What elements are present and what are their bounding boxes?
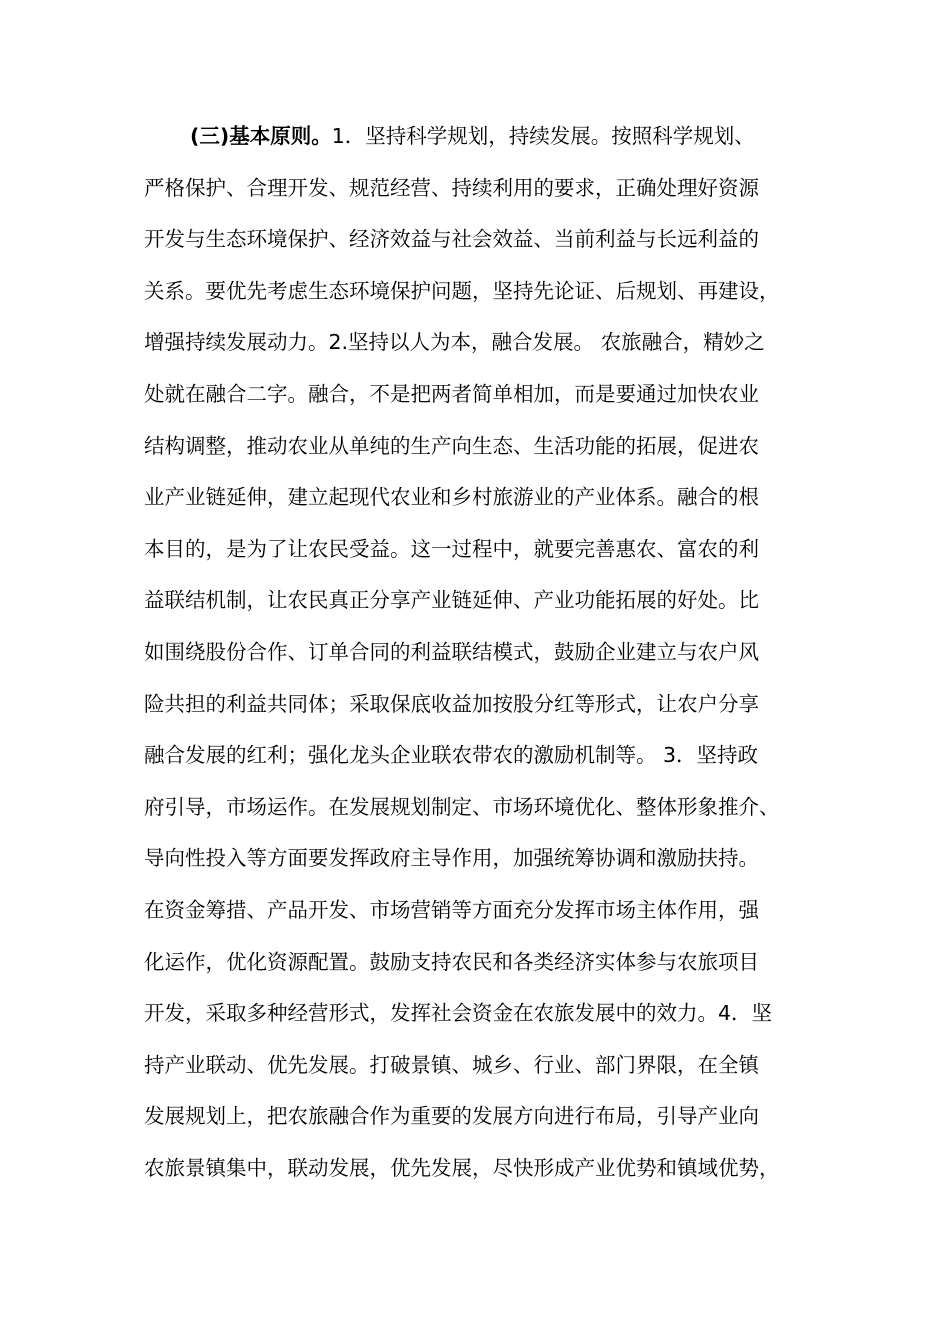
section-heading: (三)基本原则。 xyxy=(190,124,332,148)
text-line: 化运作，优化资源配置。鼓励支持农民和各类经济实体参与农旅项目 xyxy=(144,949,759,974)
text-line: 农旅景镇集中，联动发展，优先发展，尽快形成产业优势和镇域优势， xyxy=(144,1155,780,1180)
text-line: 严格保护、合理开发、规范经营、持续利用的要求，正确处理好资源 xyxy=(144,175,759,200)
text-line: 处就在融合二字。融合，不是把两者简单相加，而是要通过加快农业 xyxy=(144,381,759,406)
text-line: 开发与生态环境保护、经济效益与社会效益、当前利益与长远利益的 xyxy=(144,227,759,252)
text-line: 融合发展的红利；强化龙头企业联农带农的激励机制等。 3．坚持政 xyxy=(144,743,759,768)
text-line: 开发，采取多种经营形式，发挥社会资金在农旅发展中的效力。4．坚 xyxy=(144,1001,773,1026)
text-line: 险共担的利益共同体；采取保底收益加按股分红等形式，让农户分享 xyxy=(144,691,759,716)
text-line: 关系。要优先考虑生态环境保护问题，坚持先论证、后规划、再建设， xyxy=(144,278,780,303)
text-line: 益联结机制，让农民真正分享产业链延伸、产业功能拓展的好处。比 xyxy=(144,588,759,613)
text-line: 发展规划上，把农旅融合作为重要的发展方向进行布局，引导产业向 xyxy=(144,1104,759,1129)
text-line: 持产业联动、优先发展。打破景镇、城乡、行业、部门界限，在全镇 xyxy=(144,1052,759,1077)
text-line: 府引导，市场运作。在发展规划制定、市场环境优化、整体形象推介、 xyxy=(144,794,780,819)
text-line: 在资金筹措、产品开发、市场营销等方面充分发挥市场主体作用，强 xyxy=(144,897,759,922)
paragraph-first-line xyxy=(144,111,824,163)
text-line: 业产业链延伸，建立起现代农业和乡村旅游业的产业体系。融合的根 xyxy=(144,485,759,510)
document-body xyxy=(144,111,824,1194)
text-line: 本目的，是为了让农民受益。这一过程中，就要完善惠农、富农的利 xyxy=(144,536,759,561)
text-line: 如围绕股份合作、订单合同的利益联结模式，鼓励企业建立与农户风 xyxy=(144,639,759,664)
text-line: 导向性投入等方面要发挥政府主导作用，加强统筹协调和激励扶持。 xyxy=(144,846,759,871)
text-line: 1．坚持科学规划，持续发展。按照科学规划、 xyxy=(331,124,755,148)
text-line: 增强持续发展动力。2.坚持以人为本，融合发展。 农旅融合，精妙之 xyxy=(144,330,765,355)
text-line: 结构调整，推动农业从单纯的生产向生态、生活功能的拓展，促进农 xyxy=(144,433,759,458)
